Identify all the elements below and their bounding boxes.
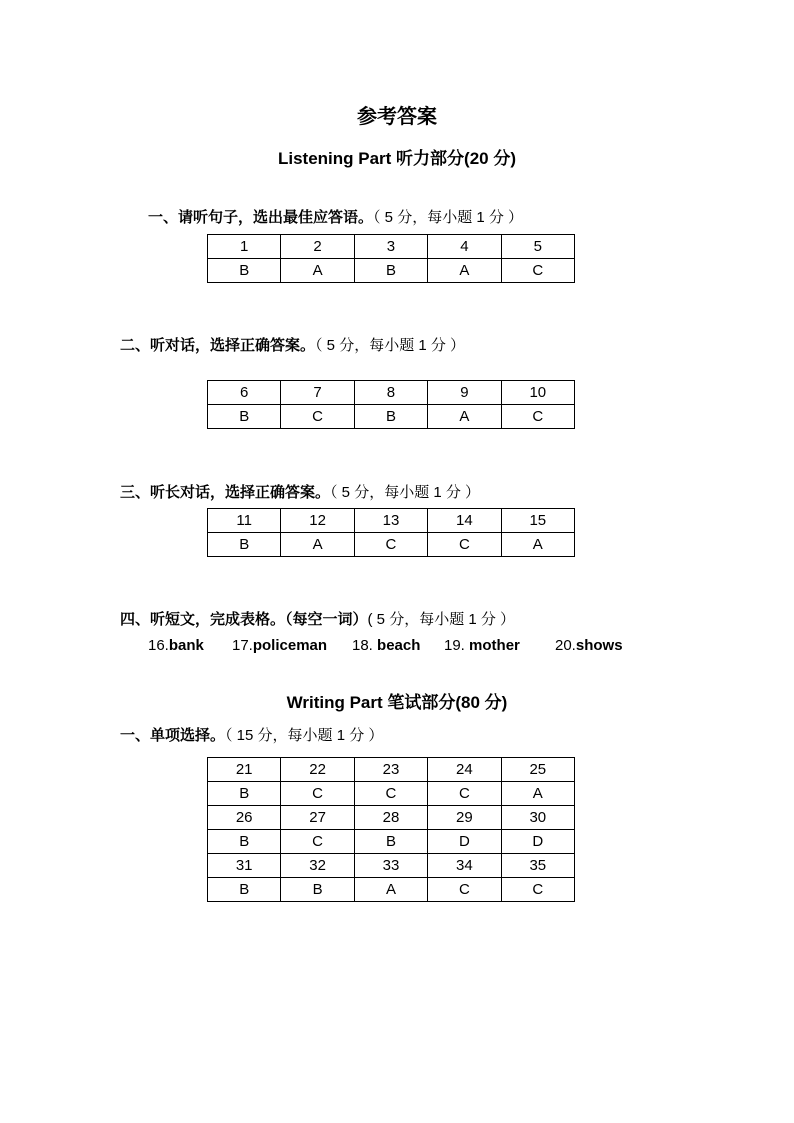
question-number-cell: 6 — [208, 381, 281, 405]
answer-cell: C — [354, 533, 427, 557]
question-number-cell: 4 — [428, 235, 501, 259]
section-score-note: （ 15 分，每小题 1 分 ） — [225, 727, 384, 744]
answer-word: policeman — [252, 637, 328, 654]
question-number-cell: 32 — [281, 854, 354, 878]
answer-cell: C — [428, 782, 501, 806]
question-number-cell: 29 — [428, 806, 501, 830]
question-number-cell: 21 — [208, 758, 281, 782]
section-heading — [120, 608, 515, 629]
question-number-cell: 14 — [428, 509, 501, 533]
question-number-cell: 31 — [208, 854, 281, 878]
question-number-cell: 8 — [354, 381, 427, 405]
section-heading — [148, 206, 523, 227]
question-number-cell: 24 — [428, 758, 501, 782]
answer-row — [208, 878, 575, 902]
answer-cell: A — [281, 259, 354, 283]
answer-cell: D — [501, 830, 574, 854]
section-score-note: （ 5 分，每小题 1 分 ） — [315, 337, 466, 354]
answer-cell: B — [354, 405, 427, 429]
question-number-row — [208, 758, 575, 782]
question-number-cell: 22 — [281, 758, 354, 782]
listening-part-heading: Listening Part 听力部分(20 分) — [277, 149, 517, 168]
fill-answer — [444, 637, 520, 654]
section-label: 一、请听句子，选出最佳应答语。 — [148, 209, 374, 226]
answer-cell: C — [501, 259, 574, 283]
answer-number: 17. — [232, 637, 253, 654]
answer-cell: C — [281, 830, 354, 854]
answer-word: shows — [575, 637, 623, 654]
answer-cell: C — [501, 405, 574, 429]
question-number-cell: 34 — [428, 854, 501, 878]
question-number-cell: 28 — [354, 806, 427, 830]
answer-cell: B — [208, 405, 281, 429]
answer-word: beach — [377, 637, 421, 654]
answer-number: 19. — [444, 637, 470, 654]
section-label: 二、听对话，选择正确答案。 — [120, 337, 316, 354]
question-number-cell: 5 — [501, 235, 574, 259]
question-number-cell: 23 — [354, 758, 427, 782]
answer-table-2 — [207, 380, 575, 429]
section-score-note: （ 5 分，每小题 1 分 ） — [373, 209, 524, 226]
section-label: 三、听长对话，选择正确答案。 — [120, 484, 331, 501]
answer-table-1 — [207, 234, 575, 283]
answer-cell: A — [428, 405, 501, 429]
answer-row — [208, 405, 575, 429]
question-number-cell: 13 — [354, 509, 427, 533]
answer-cell: B — [208, 878, 281, 902]
question-number-cell: 25 — [501, 758, 574, 782]
answer-cell: C — [428, 533, 501, 557]
answer-table-writing — [207, 757, 575, 902]
fill-answer — [352, 637, 420, 654]
fill-answer — [232, 637, 327, 654]
question-number-cell: 33 — [354, 854, 427, 878]
answer-cell: A — [428, 259, 501, 283]
question-number-cell: 11 — [208, 509, 281, 533]
answer-number: 16. — [148, 637, 169, 654]
fill-answer — [555, 637, 623, 654]
question-number-cell: 30 — [501, 806, 574, 830]
answer-cell: B — [208, 533, 281, 557]
answer-cell: B — [208, 259, 281, 283]
section-heading — [120, 724, 383, 745]
question-number-cell: 12 — [281, 509, 354, 533]
answer-cell: C — [354, 782, 427, 806]
answer-number: 20. — [555, 637, 576, 654]
answer-row — [208, 533, 575, 557]
section-label: 四、听短文，完成表格。（每空一词） — [120, 611, 368, 628]
answer-word: bank — [168, 637, 204, 654]
question-number-row — [208, 381, 575, 405]
question-number-cell: 27 — [281, 806, 354, 830]
answer-number: 18. — [352, 637, 378, 654]
question-number-row — [208, 235, 575, 259]
answer-cell: C — [281, 782, 354, 806]
question-number-cell: 35 — [501, 854, 574, 878]
question-number-cell: 10 — [501, 381, 574, 405]
question-number-cell: 2 — [281, 235, 354, 259]
answer-cell: B — [354, 259, 427, 283]
question-number-cell: 3 — [354, 235, 427, 259]
answer-cell: C — [428, 878, 501, 902]
answer-table-3 — [207, 508, 575, 557]
answer-cell: A — [354, 878, 427, 902]
question-number-row — [208, 509, 575, 533]
question-number-cell: 9 — [428, 381, 501, 405]
section-heading — [120, 481, 480, 502]
answer-cell: C — [281, 405, 354, 429]
answer-cell: B — [208, 830, 281, 854]
answer-cell: A — [281, 533, 354, 557]
fill-answer — [148, 637, 204, 654]
answer-row — [208, 830, 575, 854]
question-number-cell: 26 — [208, 806, 281, 830]
answer-cell: B — [354, 830, 427, 854]
section-label: 一、单项选择。 — [120, 727, 226, 744]
answer-word: mother — [469, 637, 520, 654]
question-number-row — [208, 854, 575, 878]
answer-row — [208, 259, 575, 283]
question-number-cell: 1 — [208, 235, 281, 259]
answer-cell: A — [501, 533, 574, 557]
answer-cell: B — [281, 878, 354, 902]
section-score-note: （ 5 分，每小题 1 分 ） — [330, 484, 481, 501]
question-number-cell: 7 — [281, 381, 354, 405]
page-title: 参考答案 — [357, 106, 437, 128]
question-number-row — [208, 806, 575, 830]
question-number-cell: 15 — [501, 509, 574, 533]
answer-cell: D — [428, 830, 501, 854]
answer-cell: C — [501, 878, 574, 902]
answer-cell: A — [501, 782, 574, 806]
section-heading — [120, 334, 465, 355]
answer-cell: B — [208, 782, 281, 806]
answer-row — [208, 782, 575, 806]
section-score-note: ( 5 分，每小题 1 分 ） — [367, 611, 516, 628]
writing-part-heading: Writing Part 笔试部分(80 分) — [286, 693, 508, 712]
